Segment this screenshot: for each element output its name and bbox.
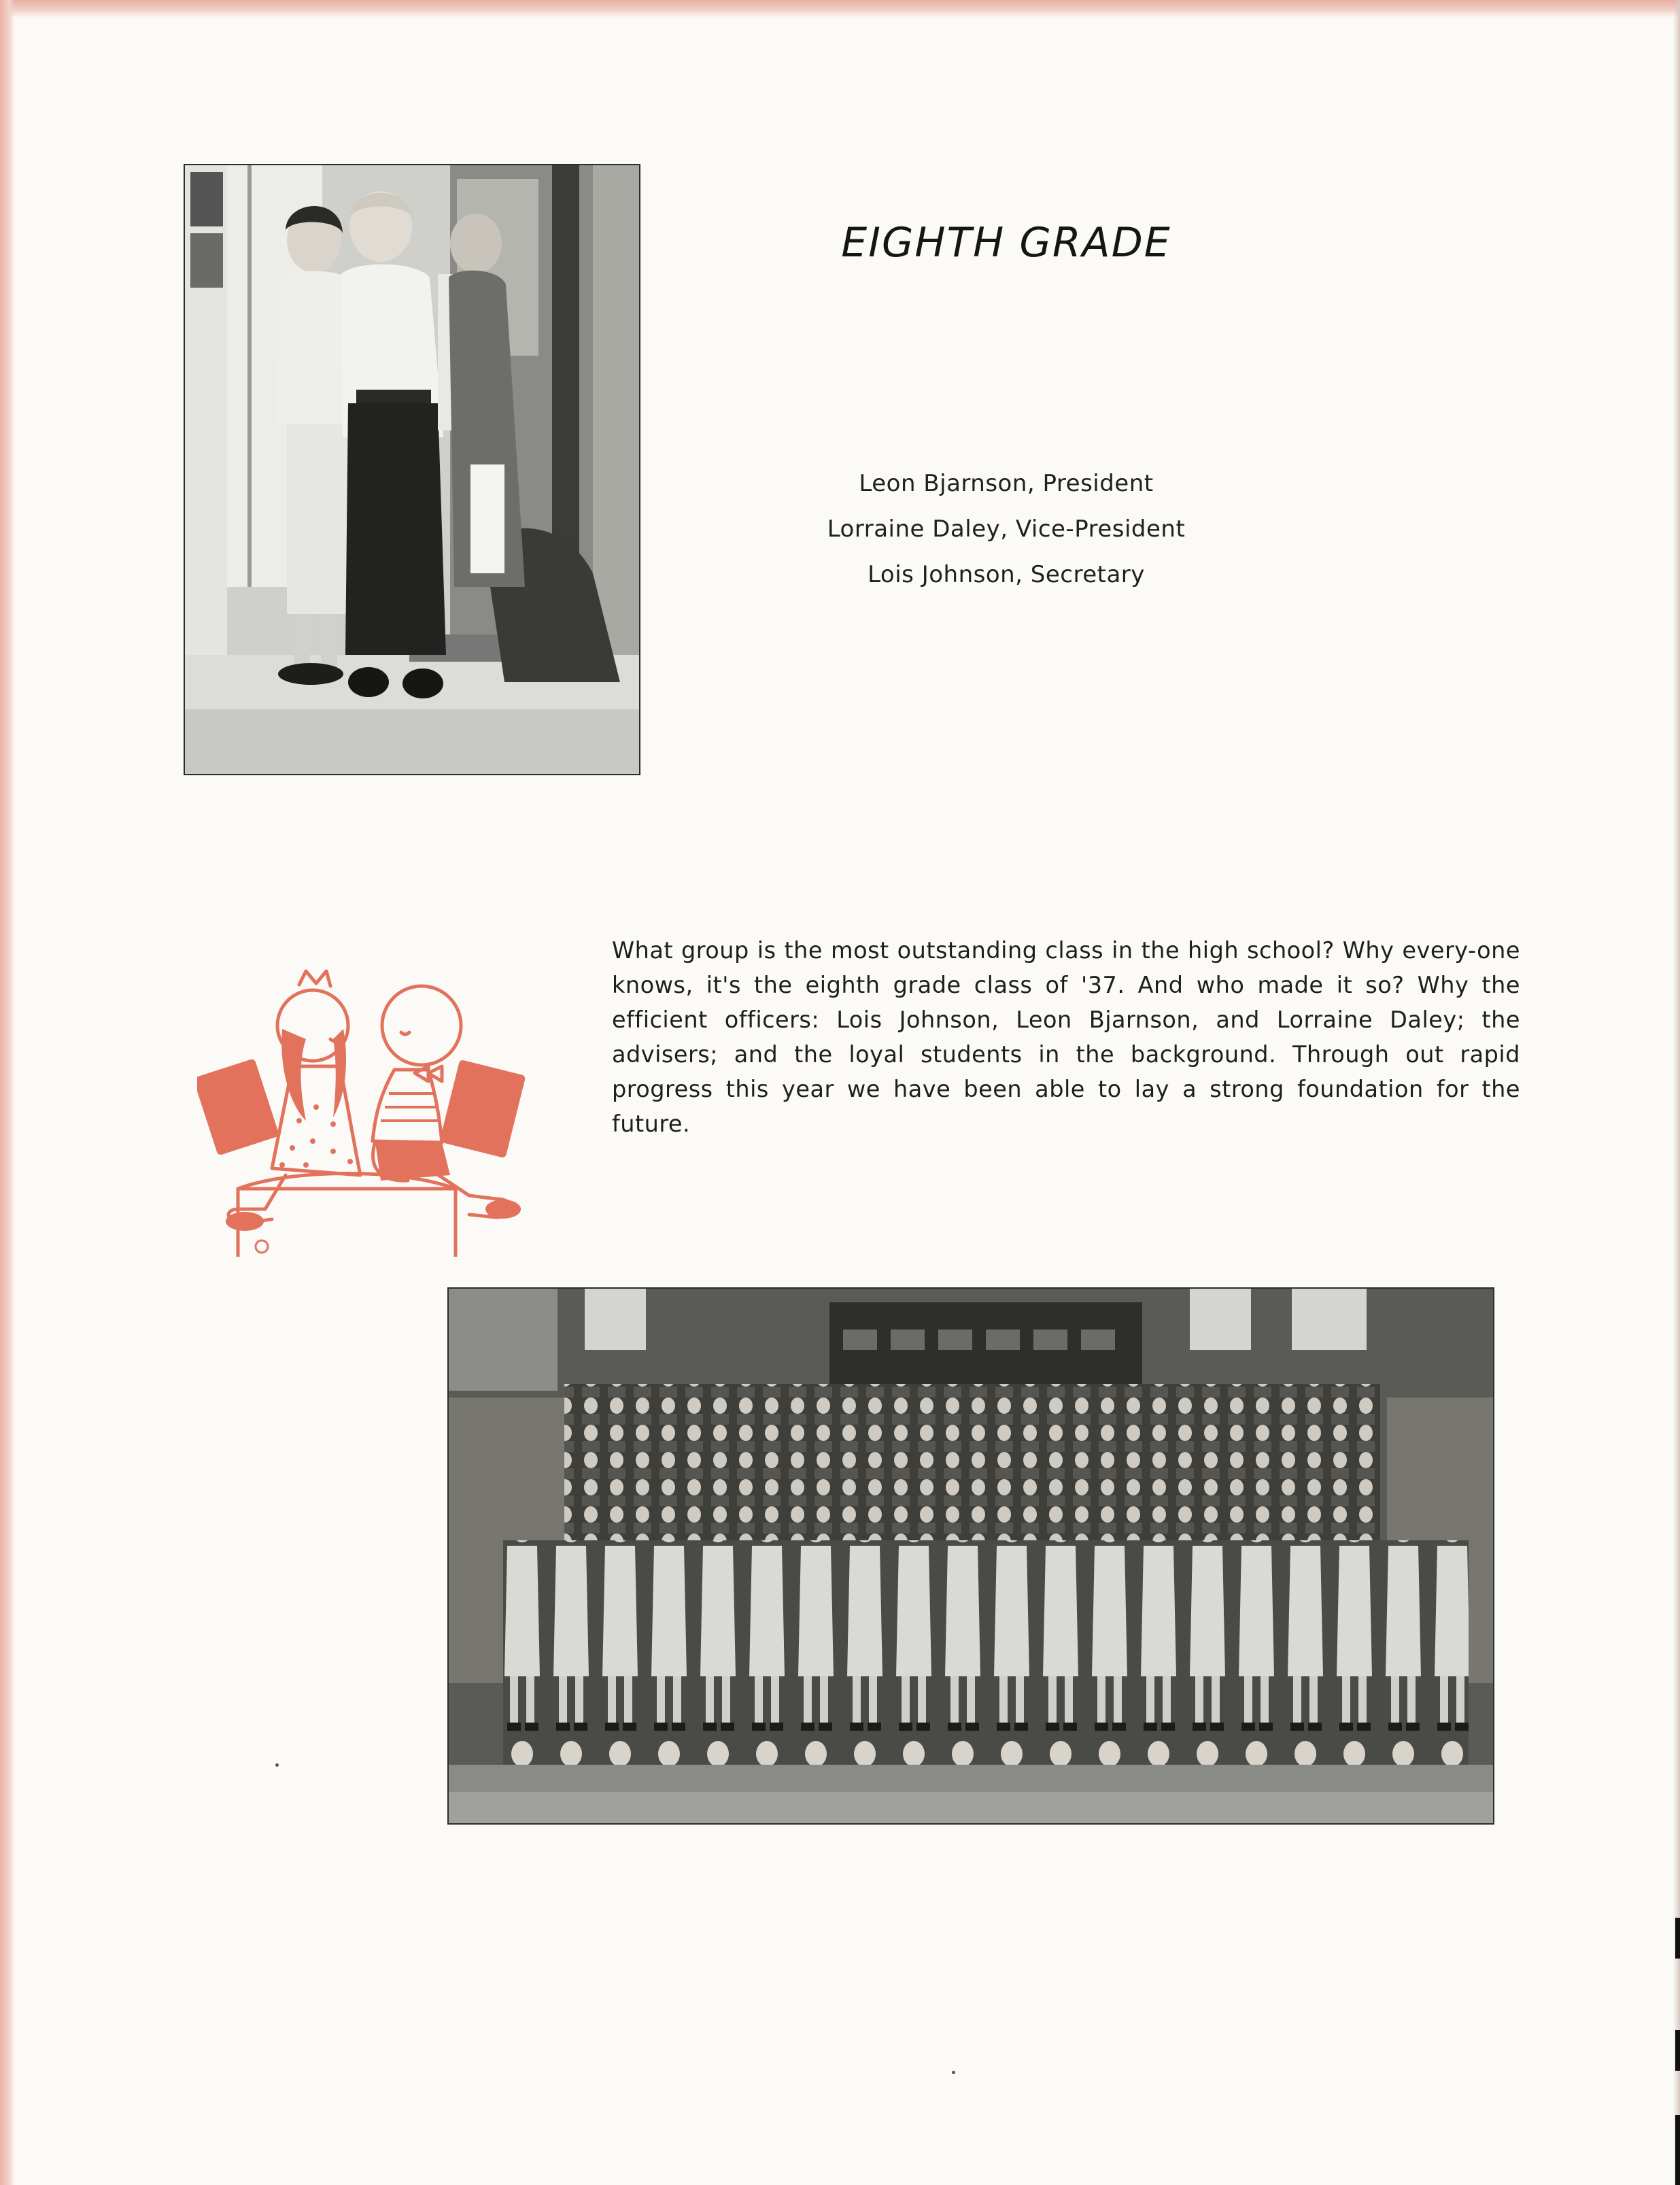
binding-mark: [1675, 1918, 1680, 1959]
binding-mark: [1675, 2030, 1680, 2071]
officer-vice-president: Lorraine Daley, Vice-President: [827, 515, 1186, 543]
class-photo-image: [449, 1289, 1493, 1823]
officers-photo-image: [185, 165, 639, 774]
stray-mark: [275, 1763, 279, 1767]
officers-photo: [184, 164, 640, 775]
class-description: What group is the most outstanding class in the high school? Why every-one knows, it's the eighth grade class of '37. And who made it so? Why the efficient officers: Lois Johnson, Leon Bjarnson, and Lorraine Daley; the advisers; and the loyal students in the background. Through out rapid progress this year we have been able to lay a strong foundation for the future.: [612, 937, 1520, 1137]
page-left-edge: [0, 0, 15, 2185]
page-top-edge: [0, 0, 1680, 18]
officer-president: Leon Bjarnson, President: [859, 470, 1154, 497]
officers-list: [748, 461, 1265, 598]
binding-mark: [1675, 2115, 1680, 2185]
page-title: EIGHTH GRADE: [841, 219, 1171, 267]
page-right-edge: [1673, 0, 1680, 2185]
class-photo: [447, 1287, 1494, 1825]
officer-secretary: Lois Johnson, Secretary: [868, 561, 1145, 588]
reading-children-illustration: [197, 964, 551, 1257]
reading-children-illustration-image: [197, 964, 551, 1257]
stray-mark: [952, 2071, 955, 2074]
